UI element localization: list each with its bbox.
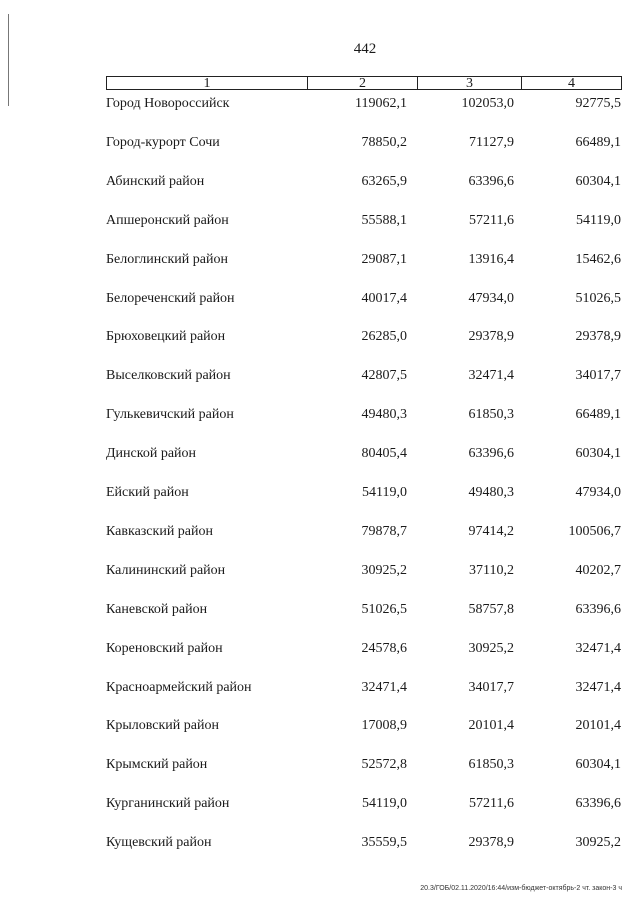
row-name: Гулькевичский район xyxy=(106,407,234,423)
row-name: Белореченский район xyxy=(106,290,235,306)
table-row xyxy=(0,366,640,386)
row-value-col-4: 40202,7 xyxy=(575,562,621,578)
row-value-col-2: 49480,3 xyxy=(361,407,407,423)
table-row xyxy=(0,133,640,153)
row-name: Белоглинский район xyxy=(106,251,228,267)
table-row xyxy=(0,94,640,114)
row-value-col-3: 63396,6 xyxy=(468,446,514,462)
row-value-col-3: 49480,3 xyxy=(468,485,514,500)
page-number: 442 xyxy=(353,41,377,57)
table-row xyxy=(0,794,640,814)
table-row xyxy=(0,755,640,775)
row-name: Брюховецкий район xyxy=(106,329,226,345)
row-value-col-3: 71127,9 xyxy=(469,134,514,150)
table-row xyxy=(0,405,640,425)
table-row xyxy=(0,833,640,853)
row-value-col-3: 29378,9 xyxy=(468,329,514,345)
row-value-col-4: 15462,6 xyxy=(575,251,621,267)
row-value-col-4: 32471,4 xyxy=(575,679,621,695)
row-value-col-2: 55588,1 xyxy=(361,212,407,228)
row-value-col-2: 24578,6 xyxy=(361,640,407,656)
row-value-col-4: 32471,4 xyxy=(575,640,621,656)
header-col-1: 1 xyxy=(107,77,308,89)
row-value-col-4: 100506,7 xyxy=(568,523,621,539)
row-value-col-2: 51026,5 xyxy=(361,601,407,617)
row-value-col-3: 20101,4 xyxy=(468,718,514,734)
row-value-col-2: 40017,4 xyxy=(361,290,407,306)
table-row xyxy=(0,716,640,736)
row-name: Красноармейский район xyxy=(106,679,252,695)
row-value-col-4: 47934,0 xyxy=(575,485,621,500)
row-value-col-4: 63396,6 xyxy=(575,796,621,812)
row-value-col-2: 80405,4 xyxy=(361,446,407,462)
header-col-3: 3 xyxy=(418,77,522,89)
row-name: Динской район xyxy=(106,446,197,462)
row-value-col-3: 29378,9 xyxy=(468,835,514,851)
row-name: Город-курорт Сочи xyxy=(106,134,220,150)
table-row xyxy=(0,172,640,192)
row-value-col-3: 102053,0 xyxy=(461,96,514,111)
row-value-col-3: 61850,3 xyxy=(468,757,514,773)
row-name: Крымский район xyxy=(106,757,208,773)
row-value-col-2: 54119,0 xyxy=(362,485,407,500)
row-value-col-4: 34017,7 xyxy=(575,368,621,384)
table-row xyxy=(0,639,640,659)
row-name: Город Новороссийск xyxy=(106,96,230,111)
table-header xyxy=(106,76,622,90)
row-name: Кореновский район xyxy=(106,640,223,656)
row-value-col-4: 60304,1 xyxy=(575,446,621,462)
row-value-col-3: 47934,0 xyxy=(468,290,514,306)
row-value-col-2: 32471,4 xyxy=(361,679,407,695)
table-row xyxy=(0,561,640,581)
row-value-col-3: 57211,6 xyxy=(469,796,514,812)
row-value-col-4: 92775,5 xyxy=(575,96,621,111)
margin-line xyxy=(8,14,9,106)
row-value-col-4: 60304,1 xyxy=(575,173,621,189)
row-value-col-3: 37110,2 xyxy=(469,562,514,578)
row-name: Крыловский район xyxy=(106,718,219,734)
row-name: Курганинский район xyxy=(106,796,230,812)
row-value-col-3: 13916,4 xyxy=(468,251,514,267)
table-row xyxy=(0,327,640,347)
row-value-col-2: 79878,7 xyxy=(361,523,407,539)
row-name: Абинский район xyxy=(106,173,205,189)
table-row xyxy=(0,600,640,620)
row-value-col-2: 63265,9 xyxy=(361,173,407,189)
row-value-col-2: 78850,2 xyxy=(361,134,407,150)
row-value-col-4: 66489,1 xyxy=(575,134,621,150)
row-value-col-2: 54119,0 xyxy=(362,796,407,812)
row-value-col-4: 54119,0 xyxy=(576,212,621,228)
row-name: Выселковский район xyxy=(106,368,231,384)
table-row xyxy=(0,250,640,270)
row-value-col-3: 97414,2 xyxy=(468,523,514,539)
table-row xyxy=(0,211,640,231)
row-value-col-4: 20101,4 xyxy=(575,718,621,734)
table-row xyxy=(0,678,640,698)
row-value-col-4: 63396,6 xyxy=(575,601,621,617)
row-value-col-4: 66489,1 xyxy=(575,407,621,423)
row-value-col-4: 29378,9 xyxy=(575,329,621,345)
row-value-col-3: 57211,6 xyxy=(469,212,514,228)
row-value-col-2: 119062,1 xyxy=(355,96,407,111)
row-value-col-4: 51026,5 xyxy=(575,290,621,306)
row-value-col-2: 29087,1 xyxy=(361,251,407,267)
row-value-col-2: 17008,9 xyxy=(361,718,407,734)
row-value-col-3: 30925,2 xyxy=(468,640,514,656)
header-col-2: 2 xyxy=(308,77,418,89)
row-value-col-2: 26285,0 xyxy=(361,329,407,345)
row-value-col-3: 34017,7 xyxy=(468,679,514,695)
row-value-col-3: 32471,4 xyxy=(468,368,514,384)
row-value-col-3: 63396,6 xyxy=(468,173,514,189)
table-row xyxy=(0,483,640,503)
header-col-4: 4 xyxy=(568,77,575,89)
footer-stamp: 20.3/ГОБ/02.11.2020/16:44/изм-бюджет-октябрь-2 чт. закон-3 ч xyxy=(420,885,622,892)
row-value-col-4: 30925,2 xyxy=(575,835,621,851)
row-value-col-2: 52572,8 xyxy=(361,757,407,773)
row-name: Кущевский район xyxy=(106,835,212,851)
row-name: Ейский район xyxy=(106,485,189,500)
row-name: Апшеронский район xyxy=(106,212,229,228)
row-value-col-3: 61850,3 xyxy=(468,407,514,423)
row-value-col-3: 58757,8 xyxy=(468,601,514,617)
row-name: Кавказский район xyxy=(106,523,214,539)
row-value-col-2: 30925,2 xyxy=(361,562,407,578)
row-name: Каневской район xyxy=(106,601,208,617)
table-row xyxy=(0,522,640,542)
row-value-col-4: 60304,1 xyxy=(575,757,621,773)
row-value-col-2: 42807,5 xyxy=(361,368,407,384)
row-name: Калининский район xyxy=(106,562,226,578)
table-row xyxy=(0,444,640,464)
table-row xyxy=(0,289,640,309)
row-value-col-2: 35559,5 xyxy=(361,835,407,851)
